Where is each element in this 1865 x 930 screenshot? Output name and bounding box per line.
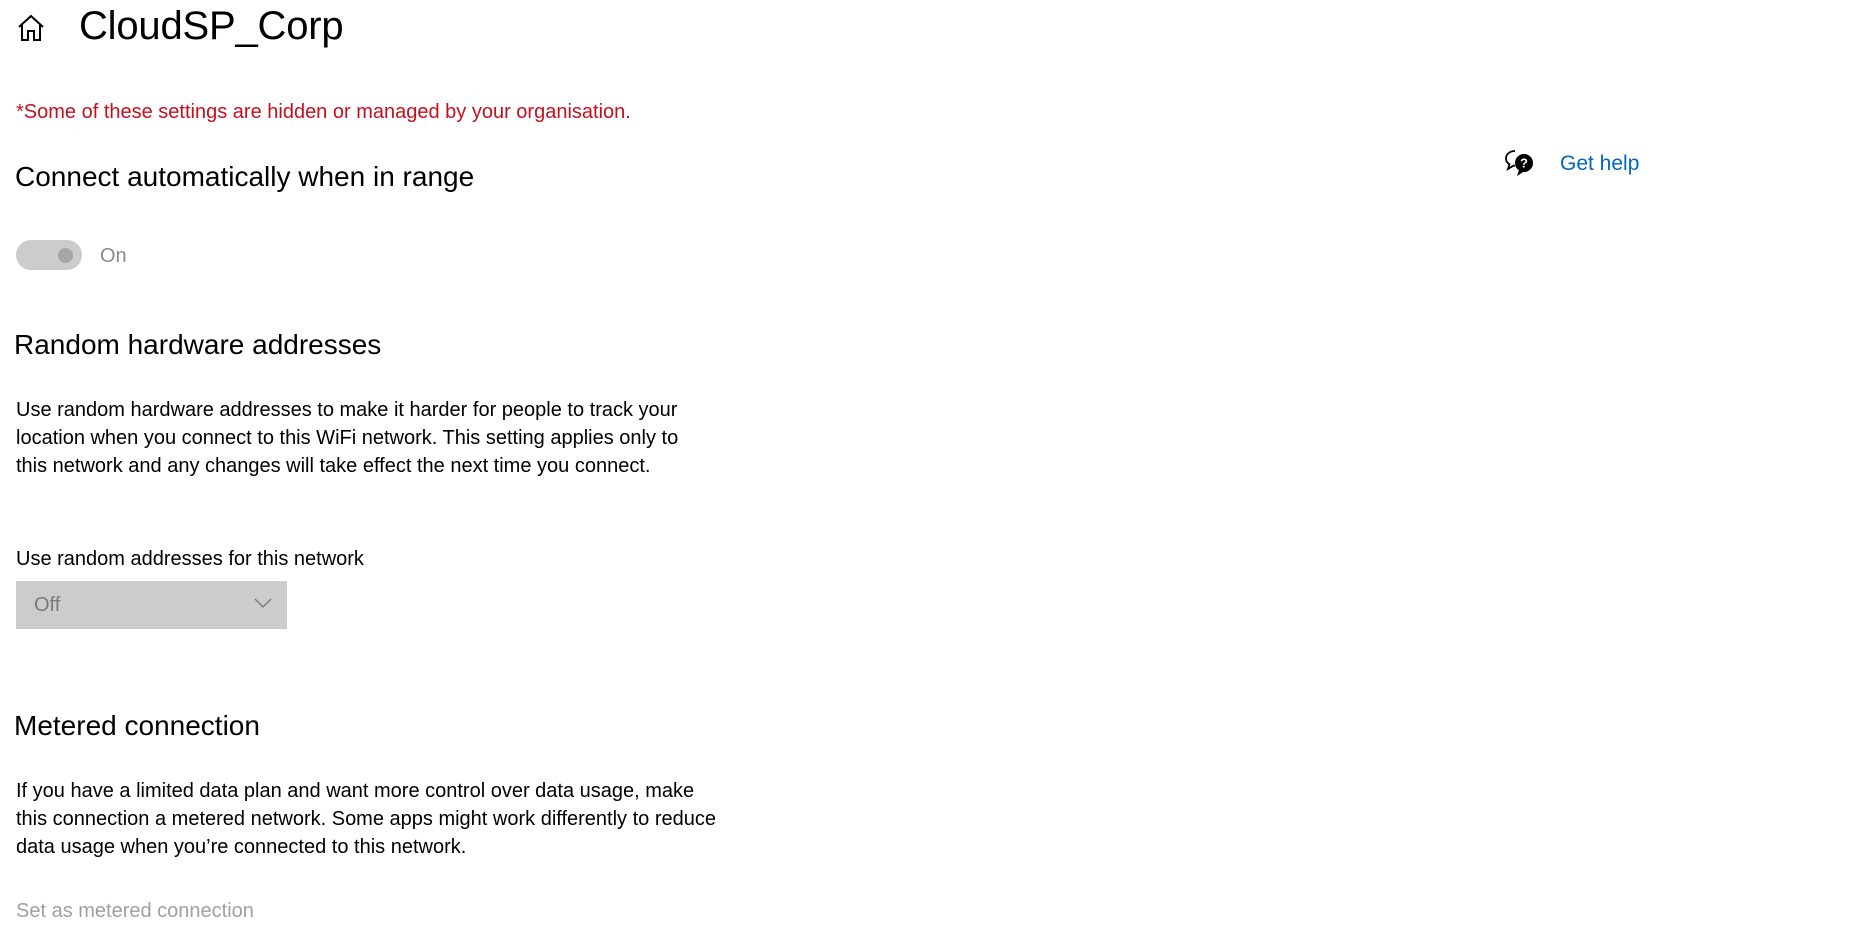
random-hardware-heading: Random hardware addresses [14, 329, 382, 360]
connect-automatically-toggle-label: On [100, 245, 127, 267]
toggle-knob [58, 248, 73, 263]
page-title: CloudSP_Corp [79, 4, 344, 48]
chat-help-icon[interactable] [1505, 149, 1535, 177]
metered-connection-heading: Metered connection [14, 710, 260, 741]
connect-automatically-heading: Connect automatically when in range [15, 161, 475, 192]
random-addresses-label: Use random addresses for this network [16, 548, 364, 570]
connect-automatically-toggle[interactable] [16, 240, 82, 270]
random-hardware-description: Use random hardware addresses to make it harder for people to track your location when you connect to this WiFi network. This setting applies only to this network and any changes will take effect the next time you connect. [16, 399, 679, 478]
home-icon[interactable] [16, 13, 46, 43]
chevron-down-icon [253, 596, 273, 610]
managed-settings-notice: *Some of these settings are hidden or managed by your organisation. [16, 101, 631, 123]
get-help-link[interactable]: Get help [1560, 152, 1640, 175]
set-as-metered-label: Set as metered connection [16, 900, 254, 922]
random-addresses-dropdown[interactable] [16, 581, 287, 629]
metered-connection-description: If you have a limited data plan and want more control over data usage, make this connection a metered network. Some apps might work differently to reduce data usage when you’re connected to this network. [16, 780, 716, 859]
dropdown-selected-value: Off [34, 594, 61, 616]
svg-text:?: ? [1520, 155, 1528, 171]
